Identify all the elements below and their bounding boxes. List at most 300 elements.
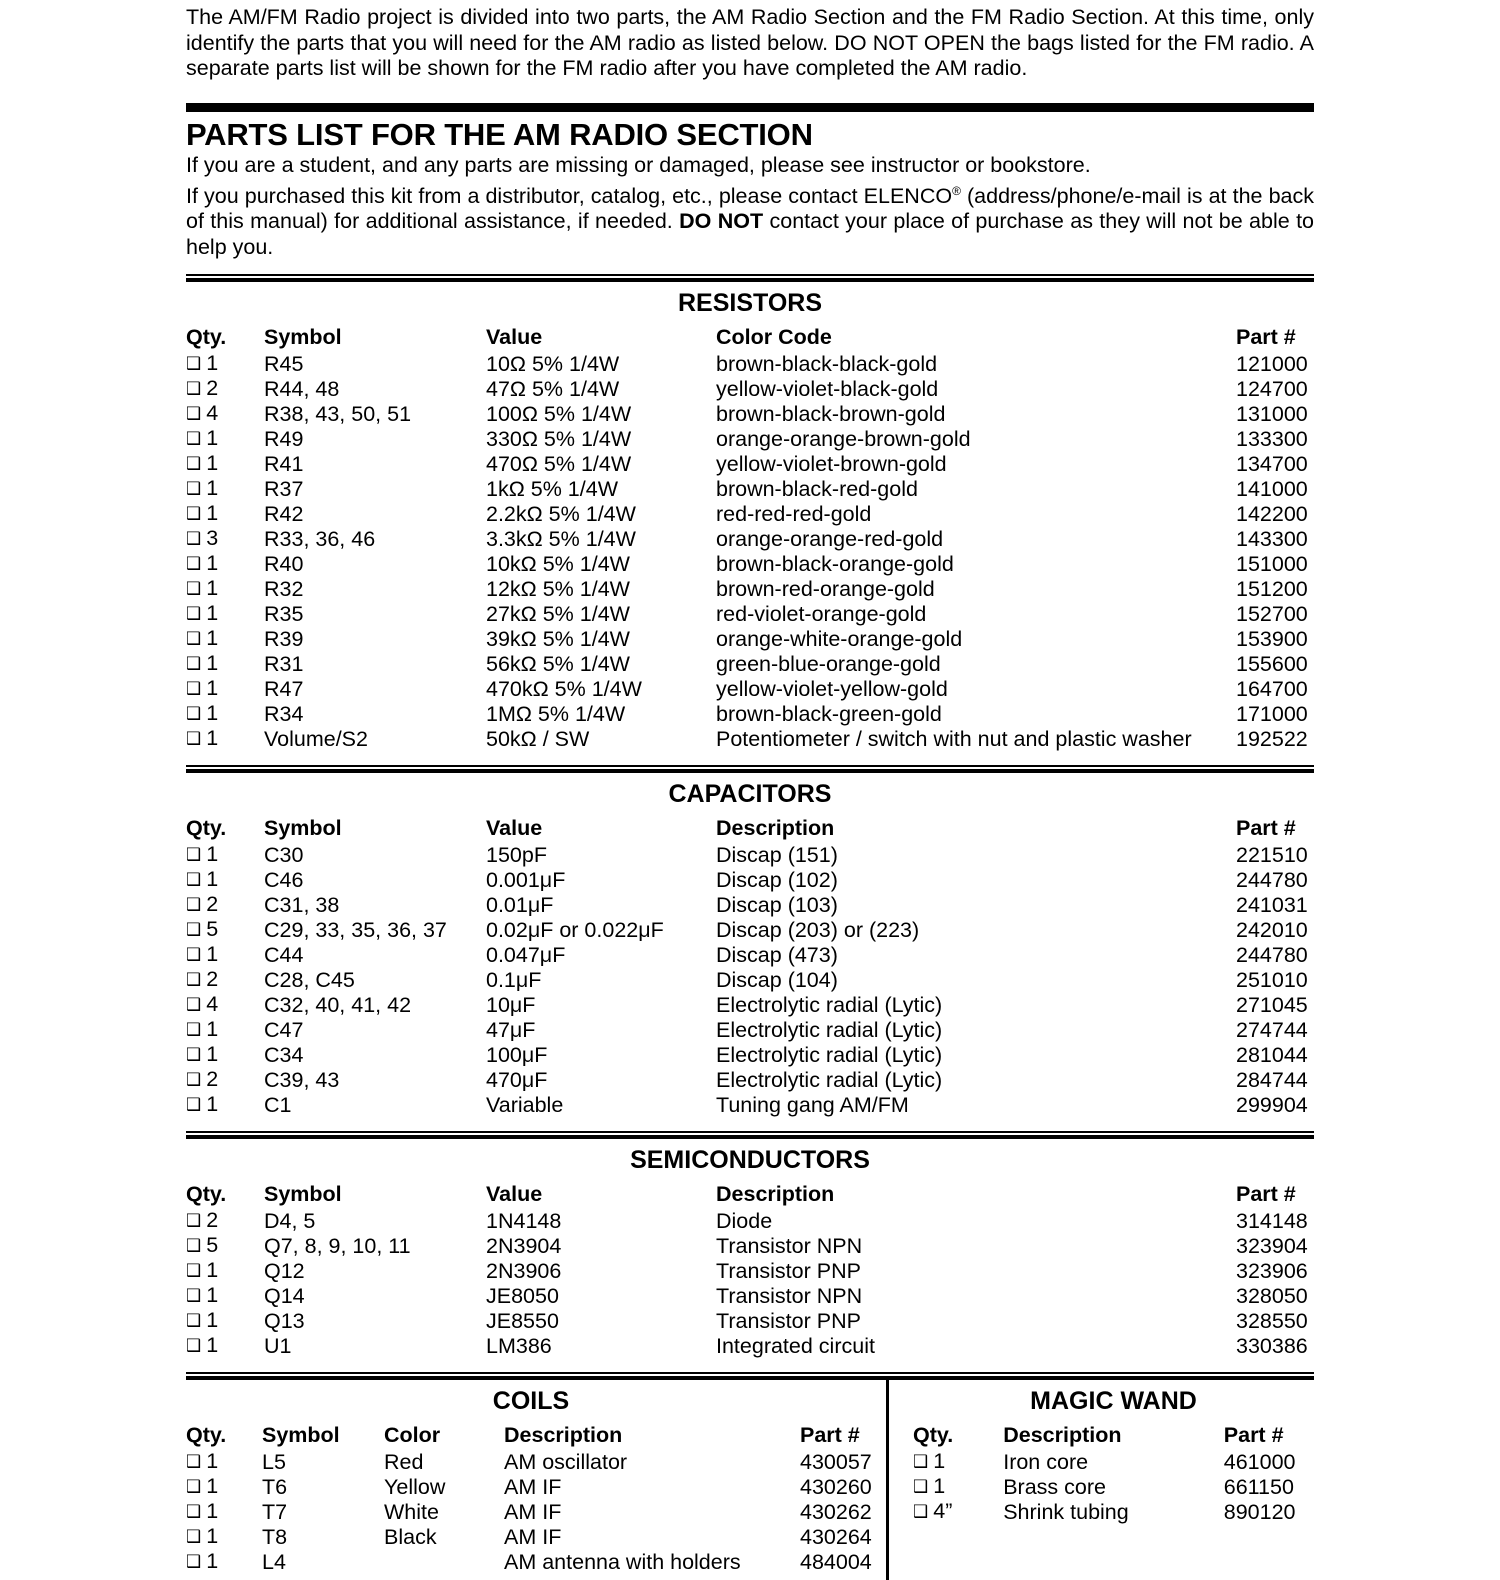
cell-value: 151000 [1236,551,1308,576]
cell-value: 150pF [486,842,547,867]
cell-value: Electrolytic radial (Lytic) [716,1042,943,1067]
magic-wand-table [913,1422,1314,1524]
cell-value: Diode [716,1208,773,1233]
cell-value: 461000 [1223,1449,1296,1474]
checkbox-icon[interactable]: ❑ [186,579,202,600]
col-header-partnum: Part # [1236,325,1296,350]
cell-value: 131000 [1236,401,1308,426]
qty-cell-with-checkbox[interactable]: ❑ 1 [186,1524,219,1549]
cell-value: Electrolytic radial (Lytic) [716,992,943,1017]
checkbox-icon[interactable]: ❑ [186,729,202,750]
cell-value: red-red-red-gold [716,501,872,526]
table-row [186,651,1314,676]
cell-value: C30 [264,842,304,867]
cell-value: 143300 [1236,526,1308,551]
table-row [186,1208,1314,1233]
section-heading-semiconductors: SEMICONDUCTORS [630,1146,870,1175]
cell-value: 0.01μF [486,892,554,917]
checkbox-icon[interactable]: ❑ [186,845,202,866]
qty-cell-with-checkbox[interactable]: ❑ 1 [186,651,219,676]
cell-value: 10μF [486,992,536,1017]
cell-value: L5 [262,1449,286,1474]
qty-cell-with-checkbox[interactable]: ❑ 2 [186,1067,219,1092]
cell-value: yellow-violet-yellow-gold [716,676,948,701]
cell-value: 241031 [1236,892,1308,917]
checkbox-icon[interactable]: ❑ [186,354,202,375]
table-row [186,426,1314,451]
cell-value: 0.001μF [486,867,566,892]
cell-value: 100Ω 5% 1/4W [486,401,632,426]
note-2-emphasis: DO NOT [679,209,764,234]
cell-value: R39 [264,626,304,651]
cell-value: Transistor PNP [716,1258,861,1283]
col-header-symbol: Symbol [264,1182,342,1207]
section-heading-coils: COILS [492,1387,570,1416]
table-row [913,1499,1314,1524]
checkbox-icon[interactable]: ❑ [186,895,202,916]
cell-value: 430262 [800,1499,872,1524]
cell-value: C34 [264,1042,304,1067]
cell-value: 430264 [800,1524,872,1549]
cell-value: Transistor NPN [716,1233,863,1258]
table-header-row [913,1422,1314,1449]
cell-value: orange-orange-red-gold [716,526,944,551]
qty-cell-with-checkbox[interactable]: ❑ 1 [186,1308,219,1333]
cell-value: AM oscillator [504,1449,628,1474]
checkbox-icon[interactable]: ❑ [186,454,202,475]
table-row [186,1233,1314,1258]
cell-value: C32, 40, 41, 42 [264,992,412,1017]
cell-value: C47 [264,1017,304,1042]
checkbox-icon[interactable]: ❑ [186,1095,202,1116]
qty-cell-with-checkbox[interactable]: ❑ 5 [186,917,219,942]
table-row [186,676,1314,701]
table-row [186,917,1314,942]
qty-cell-with-checkbox[interactable]: ❑ 1 [186,942,219,967]
table-row [186,1017,1314,1042]
col-header-value: Value [486,816,543,841]
cell-value: R32 [264,576,304,601]
cell-value: 221510 [1236,842,1308,867]
coils-table-body [186,1449,880,1574]
cell-value: R49 [264,426,304,451]
checkbox-icon[interactable]: ❑ [186,479,202,500]
cell-value: 100μF [486,1042,548,1067]
capacitors-table [186,815,1314,1117]
cell-value: C39, 43 [264,1067,340,1092]
cell-value: Red [384,1449,424,1474]
checkbox-icon[interactable]: ❑ [913,1452,929,1473]
checkbox-icon[interactable]: ❑ [186,1286,202,1307]
col-header-qty: Qty. [913,1423,954,1448]
col-header-value: Value [486,1182,543,1207]
checkbox-icon[interactable]: ❑ [186,1527,202,1548]
cell-value: JE8550 [486,1308,559,1333]
cell-value: Electrolytic radial (Lytic) [716,1067,943,1092]
checkbox-icon[interactable]: ❑ [186,1452,202,1473]
checkbox-icon[interactable]: ❑ [186,629,202,650]
cell-value: green-blue-orange-gold [716,651,941,676]
qty-cell-with-checkbox[interactable]: ❑ 1 [186,1092,219,1117]
table-row [186,501,1314,526]
qty-cell-with-checkbox[interactable]: ❑ 1 [186,476,219,501]
cell-value: Variable [486,1092,564,1117]
cell-value: Q13 [264,1308,305,1333]
checkbox-icon[interactable]: ❑ [186,1020,202,1041]
cell-value: yellow-violet-black-gold [716,376,939,401]
checkbox-icon[interactable]: ❑ [186,1070,202,1091]
cell-value: 470μF [486,1067,548,1092]
qty-cell-with-checkbox[interactable]: ❑ 1 [186,1258,219,1283]
cell-value: 164700 [1236,676,1308,701]
cell-value: 1kΩ 5% 1/4W [486,476,618,501]
cell-value: orange-orange-brown-gold [716,426,971,451]
cell-value: Brass core [1003,1474,1106,1499]
col-header-symbol: Symbol [264,325,342,350]
qty-cell-with-checkbox[interactable]: ❑ 1 [186,551,219,576]
cell-value: JE8050 [486,1283,559,1308]
cell-value: 0.02μF or 0.022μF [486,917,664,942]
semiconductors-table-body [186,1208,1314,1358]
cell-value: 27kΩ 5% 1/4W [486,601,630,626]
cell-value: Volume/S2 [264,726,368,751]
cell-value: Yellow [384,1474,446,1499]
cell-value: 271045 [1236,992,1308,1017]
table-row [186,401,1314,426]
table-row [186,576,1314,601]
checkbox-icon[interactable]: ❑ [186,1502,202,1523]
table-header-row [186,1181,1314,1208]
table-row [186,1333,1314,1358]
cell-value: Black [384,1524,437,1549]
cell-value [384,1549,504,1574]
checkbox-icon[interactable]: ❑ [186,1236,202,1257]
checkbox-icon[interactable]: ❑ [186,504,202,525]
checkbox-icon[interactable]: ❑ [186,1211,202,1232]
cell-value: Q14 [264,1283,305,1308]
cell-value: 890120 [1223,1499,1296,1524]
cell-value: R33, 36, 46 [264,526,376,551]
table-row [186,526,1314,551]
cell-value: 323904 [1236,1233,1308,1258]
checkbox-icon[interactable]: ❑ [186,1336,202,1357]
resistors-table-body [186,351,1314,751]
col-header-partnum: Part # [1223,1423,1284,1448]
col-header-description: Description [504,1423,623,1448]
table-row [186,351,1314,376]
cell-value: Transistor PNP [716,1308,861,1333]
qty-cell-with-checkbox[interactable]: ❑ 1 [186,701,219,726]
table-row [186,842,1314,867]
qty-cell-with-checkbox[interactable]: ❑ 1 [186,726,219,751]
qty-cell-with-checkbox[interactable]: ❑ 1 [186,501,219,526]
title-rule [186,103,1314,112]
col-header-qty: Qty. [186,816,227,841]
cell-value: 330Ω 5% 1/4W [486,426,632,451]
cell-value: 141000 [1236,476,1308,501]
cell-value: 470Ω 5% 1/4W [486,451,632,476]
qty-cell-with-checkbox[interactable]: ❑ 1 [186,1042,219,1067]
table-row [186,726,1314,751]
col-header-value: Value [486,325,543,350]
col-header-partnum: Part # [1236,1182,1296,1207]
cell-value: 251010 [1236,967,1308,992]
cell-value: Discap (102) [716,867,838,892]
cell-value: brown-black-red-gold [716,476,918,501]
cell-value: brown-black-black-gold [716,351,938,376]
qty-cell-with-checkbox[interactable]: ❑ 1 [186,1449,219,1474]
table-row [913,1449,1314,1474]
qty-cell-with-checkbox[interactable]: ❑ 1 [186,1017,219,1042]
qty-cell-with-checkbox[interactable]: ❑ 1 [186,1549,219,1574]
table-row [186,551,1314,576]
table-row [186,1549,880,1574]
cell-value: U1 [264,1333,292,1358]
cell-value: 12kΩ 5% 1/4W [486,576,630,601]
cell-value: 121000 [1236,351,1308,376]
table-row [186,376,1314,401]
qty-cell-with-checkbox[interactable]: ❑ 1 [186,1283,219,1308]
registered-trademark-icon: ® [952,183,961,198]
cell-value: T6 [262,1474,288,1499]
table-row [186,1258,1314,1283]
checkbox-icon[interactable]: ❑ [913,1477,929,1498]
cell-value: 2N3906 [486,1258,562,1283]
cell-value: R42 [264,501,304,526]
cell-value: 1MΩ 5% 1/4W [486,701,626,726]
qty-cell-with-checkbox[interactable]: ❑ 1 [186,842,219,867]
cell-value: 242010 [1236,917,1308,942]
cell-value: yellow-violet-brown-gold [716,451,947,476]
table-row [186,1474,880,1499]
cell-value: 0.047μF [486,942,566,967]
cell-value: 281044 [1236,1042,1308,1067]
qty-cell-with-checkbox[interactable]: ❑ 1 [186,576,219,601]
cell-value: Shrink tubing [1003,1499,1129,1524]
checkbox-icon[interactable]: ❑ [186,404,202,425]
qty-cell-with-checkbox[interactable]: ❑ 2 [186,1208,219,1233]
qty-cell-with-checkbox[interactable]: ❑ 1 [186,867,219,892]
col-header-qty: Qty. [186,325,227,350]
cell-value: 284744 [1236,1067,1308,1092]
cell-value: Discap (104) [716,967,838,992]
resistors-table [186,324,1314,751]
cell-value: 1N4148 [486,1208,562,1233]
qty-cell-with-checkbox[interactable]: ❑ 4 [186,401,219,426]
cell-value: brown-black-orange-gold [716,551,954,576]
checkbox-icon[interactable]: ❑ [186,604,202,625]
note-2-part-b: (address/phone/e-mail is at the back of this manual) for additional assistance, if needed. [186,183,1314,234]
cell-value: R31 [264,651,304,676]
col-header-partnum: Part # [800,1423,860,1448]
note-2-part-c: contact your place of purchase as they will not be able to help you. [186,209,1315,259]
checkbox-icon[interactable]: ❑ [186,1261,202,1282]
cell-value: 2.2kΩ 5% 1/4W [486,501,636,526]
intro-paragraph: The AM/FM Radio project is divided into two parts, the AM Radio Section and the FM Radio Section. At this time, only identify the parts that you will need for the AM radio as listed below. DO NOT OPEN the bags listed for the FM radio. A separate parts list will be shown for the FM radio after you have completed the AM radio. [186,5,1314,80]
cell-value: 47μF [486,1017,536,1042]
cell-value: 171000 [1236,701,1308,726]
table-row [186,1499,880,1524]
cell-value: Discap (203) or (223) [716,917,920,942]
cell-value: 192522 [1236,726,1308,751]
cell-value: brown-red-orange-gold [716,576,935,601]
checkbox-icon[interactable]: ❑ [186,1477,202,1498]
cell-value: Q7, 8, 9, 10, 11 [264,1233,411,1258]
cell-value: 484004 [800,1549,872,1574]
cell-value: 151200 [1236,576,1308,601]
checkbox-icon[interactable]: ❑ [186,870,202,891]
qty-cell-with-checkbox[interactable]: ❑ 1 [913,1474,946,1499]
cell-value: White [384,1499,439,1524]
cell-value: C44 [264,942,304,967]
col-header-description: Description [1003,1423,1122,1448]
checkbox-icon[interactable]: ❑ [186,679,202,700]
cell-value: 134700 [1236,451,1308,476]
qty-cell-with-checkbox[interactable]: ❑ 5 [186,1233,219,1258]
cell-value: T8 [262,1524,288,1549]
checkbox-icon[interactable]: ❑ [186,1311,202,1332]
cell-value: D4, 5 [264,1208,316,1233]
checkbox-icon[interactable]: ❑ [186,704,202,725]
checkbox-icon[interactable]: ❑ [186,379,202,400]
cell-value: R40 [264,551,304,576]
cell-value: 3.3kΩ 5% 1/4W [486,526,636,551]
cell-value: R44, 48 [264,376,340,401]
note-line-1: If you are a student, and any parts are missing or damaged, please see instructor or bookstore. [186,153,1091,177]
cell-value: 124700 [1236,376,1308,401]
cell-value: 142200 [1236,501,1308,526]
cell-value: Discap (151) [716,842,838,867]
cell-value: 328550 [1236,1308,1308,1333]
cell-value: 56kΩ 5% 1/4W [486,651,630,676]
cell-value: C46 [264,867,304,892]
cell-value: R35 [264,601,304,626]
cell-value: 330386 [1236,1333,1308,1358]
qty-cell-with-checkbox[interactable]: ❑ 4” [913,1499,953,1524]
checkbox-icon[interactable]: ❑ [186,945,202,966]
page-content [186,0,1314,1580]
qty-cell-with-checkbox[interactable]: ❑ 1 [186,626,219,651]
cell-value: Discap (103) [716,892,838,917]
section-heading-capacitors: CAPACITORS [668,780,832,809]
cell-value: 133300 [1236,426,1308,451]
resistors-separator [186,274,1314,282]
qty-cell-with-checkbox[interactable]: ❑ 1 [186,451,219,476]
qty-cell-with-checkbox[interactable]: ❑ 1 [186,426,219,451]
col-header-description: Description [716,816,835,841]
table-row [186,1308,1314,1333]
qty-cell-with-checkbox[interactable]: ❑ 3 [186,526,219,551]
qty-cell-with-checkbox[interactable]: ❑ 2 [186,376,219,401]
table-row [186,1067,1314,1092]
qty-cell-with-checkbox[interactable]: ❑ 2 [186,892,219,917]
checkbox-icon[interactable]: ❑ [913,1502,929,1523]
note-line-2 [186,179,1314,261]
checkbox-icon[interactable]: ❑ [186,1552,202,1573]
cell-value: R45 [264,351,304,376]
qty-cell-with-checkbox[interactable]: ❑ 1 [186,1333,219,1358]
cell-value: 50kΩ / SW [486,726,590,751]
cell-value: 299904 [1236,1092,1308,1117]
table-row [186,1042,1314,1067]
cell-value: AM IF [504,1499,562,1524]
checkbox-icon[interactable]: ❑ [186,1045,202,1066]
cell-value: 2N3904 [486,1233,562,1258]
table-row [186,967,1314,992]
cell-value: 152700 [1236,601,1308,626]
checkbox-icon[interactable]: ❑ [186,429,202,450]
checkbox-icon[interactable]: ❑ [186,970,202,991]
cell-value: 0.1μF [486,967,542,992]
cell-value: 10Ω 5% 1/4W [486,351,620,376]
table-row [186,701,1314,726]
semiconductors-table [186,1181,1314,1358]
qty-cell-with-checkbox[interactable]: ❑ 1 [186,351,219,376]
checkbox-icon[interactable]: ❑ [186,554,202,575]
cell-value: Tuning gang AM/FM [716,1092,909,1117]
qty-cell-with-checkbox[interactable]: ❑ 1 [913,1449,946,1474]
cell-value: 10kΩ 5% 1/4W [486,551,630,576]
semiconductors-separator [186,1131,1314,1139]
qty-cell-with-checkbox[interactable]: ❑ 1 [186,601,219,626]
cell-value: R47 [264,676,304,701]
magic-wand-table-body [913,1449,1314,1524]
cell-value: 39kΩ 5% 1/4W [486,626,630,651]
cell-value: C1 [264,1092,292,1117]
qty-cell-with-checkbox[interactable]: ❑ 1 [186,1474,219,1499]
qty-cell-with-checkbox[interactable]: ❑ 2 [186,967,219,992]
table-row [186,992,1314,1017]
cell-value: 47Ω 5% 1/4W [486,376,620,401]
cell-value: LM386 [486,1333,552,1358]
table-row [186,1449,880,1474]
cell-value: 430057 [800,1449,872,1474]
qty-cell-with-checkbox[interactable]: ❑ 1 [186,676,219,701]
cell-value: T7 [262,1499,288,1524]
col-header-partnum: Part # [1236,816,1296,841]
cell-value: 430260 [800,1474,872,1499]
table-header-row [186,1422,880,1449]
table-header-row [186,815,1314,842]
cell-value: 244780 [1236,867,1308,892]
col-header-color: Color [384,1423,441,1448]
cell-value: AM antenna with holders [504,1549,741,1574]
table-row [186,451,1314,476]
checkbox-icon[interactable]: ❑ [186,920,202,941]
checkbox-icon[interactable]: ❑ [186,995,202,1016]
cell-value: R34 [264,701,304,726]
cell-value: C31, 38 [264,892,340,917]
checkbox-icon[interactable]: ❑ [186,654,202,675]
cell-value: L4 [262,1549,286,1574]
col-header-colorcode: Color Code [716,325,832,350]
cell-value: R38, 43, 50, 51 [264,401,412,426]
col-header-description: Description [716,1182,835,1207]
cell-value: 153900 [1236,626,1308,651]
col-header-qty: Qty. [186,1182,227,1207]
qty-cell-with-checkbox[interactable]: ❑ 4 [186,992,219,1017]
table-row [186,476,1314,501]
table-row [186,942,1314,967]
section-heading-resistors: RESISTORS [677,289,823,318]
table-row [186,1092,1314,1117]
cell-value: AM IF [504,1474,562,1499]
qty-cell-with-checkbox[interactable]: ❑ 1 [186,1499,219,1524]
cell-value: brown-black-green-gold [716,701,942,726]
cell-value: 274744 [1236,1017,1308,1042]
checkbox-icon[interactable]: ❑ [186,529,202,550]
col-header-symbol: Symbol [264,816,342,841]
